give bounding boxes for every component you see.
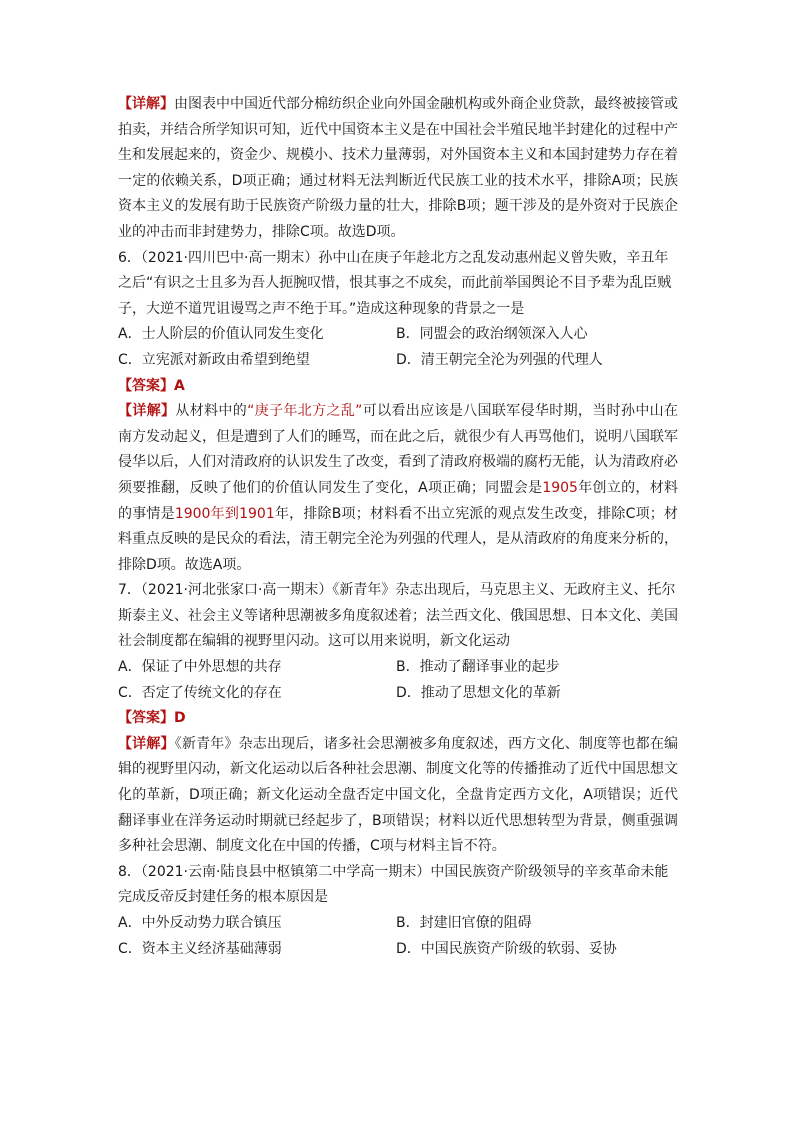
answer-tag: 【答案】 — [118, 377, 174, 394]
q6-detail-part: 年到 — [210, 505, 240, 522]
q8-stem: 8．（2021·云南·陆良县中枢镇第二中学高一期末）中国民族资产阶级领导的辛亥革命未能完成反帝反封建任务的根本原因是 — [118, 863, 669, 906]
detail-tag: 【详解】 — [118, 96, 174, 112]
q5-explanation-text: 由图表中中国近代部分棉纺织企业向外国金融机构或外商企业贷款，最终被接管或拍卖，并结合所学知识可知，近代中国资本主义是在中国社会半殖民地半封建化的过程中产生和发展起来的，资金少、规模小、技术力量薄弱，对外国资本主义和本国封建势力存在着一定的依赖关系，D项正确；通过材料无法判断近代民族工业的技术水平，排除A项；民族资本主义的发展有助于民族资产阶级力量的壮大，排除B项；题干涉及的是外资对于民族企业的冲击而非封建势力，排除C项。故选D项。 — [118, 96, 678, 240]
q6-detail-year: 1901 — [239, 505, 275, 522]
q7-option-a: A．保证了中外思想的共存 — [118, 659, 282, 676]
q6-detail-part: 从材料中的 — [175, 403, 248, 420]
q6-option-a: A．士人阶层的价值认同发生变化 — [118, 326, 324, 343]
q7-answer — [118, 706, 678, 732]
q8-option-c: C．资本主义经济基础薄弱 — [118, 940, 282, 957]
q6-option-c: C．立宪派对新政由希望到绝望 — [118, 351, 310, 368]
detail-tag: 【详解】 — [118, 403, 176, 420]
q7-option-b: B．推动了翻译事业的起步 — [396, 659, 560, 676]
page-content — [118, 92, 678, 962]
q5-explanation — [118, 92, 678, 246]
q6-option-b: B．同盟会的政治纲领深入人心 — [396, 326, 588, 343]
answer-tag: 【答案】 — [118, 710, 174, 727]
q8-options — [118, 911, 678, 962]
q7-option-d: D．推动了思想文化的革新 — [396, 684, 561, 701]
q8-option-b: B．封建旧官僚的阻碍 — [396, 915, 532, 931]
q6-detail-part: 可以看出应该是八国联军侵华时期，当时孙中山在南方发动起义，但是遭到了人们的睡骂，而在此之后，就很少有人再骂他们，说明八国联军侵华以后，人们对清政府的认识发生了改变，看到了清政府极端的腐朽无能，认为清政府必须要推翻，反映了他们的价值认同发生了变化，A项正确；同盟会是 — [118, 403, 679, 496]
q7-options — [118, 655, 678, 706]
q7-explanation-text: 《新青年》杂志出现后，诸多社会思潮被多角度叙述，西方文化、制度等也都在编辑的视野里闪动，新文化运动以后各种社会思潮、制度文化等的传播推动了近代中国思想文化的革新，D项正确；新文化运动全盘否定中国文化，全盘肯定西方文化，A项错误；近代翻译事业在洋务运动时期就已经起步了，B项错误；材料以近代思想转型为背景，侧重强调多种社会思潮、制度文化在中国的传播，C项与材料主旨不符。 — [118, 735, 678, 855]
q8-option-a: A．中外反动势力联合镇压 — [118, 915, 282, 931]
q7-stem: 7．（2021·河北张家口·高一期末）《新青年》杂志出现后，马克思主义、无政府主义、托尔斯泰主义、社会主义等诸种思潮被多角度叙述着；法兰西文化、俄国思想、日本文化、美国社会制度都在编辑的视野里闪动。这可以用来说明，新文化运动 — [118, 582, 678, 650]
q6-detail-part: 年，排除B项；材料看不出立宪派的观点发生改变，排除C项；材料重点反映的是民众的看法，清王朝完全沦为列强的代理人，是从清政府的角度来分析的，排除D项。故选A项。 — [118, 505, 679, 573]
q6-detail-year: 1900 — [174, 505, 211, 522]
q6-detail-part: 年创立的，材料的事情是 — [118, 479, 679, 522]
q6-detail-quote: “庚子年北方之乱” — [247, 403, 363, 420]
q6-option-d: D．清王朝完全沦为列强的代理人 — [396, 351, 603, 368]
q6-answer-value: A — [174, 377, 185, 394]
q6-answer — [118, 374, 678, 400]
q6-explanation — [118, 399, 678, 578]
q6-detail-year: 1905 — [542, 479, 578, 496]
q6-options — [118, 322, 678, 373]
q7-option-c: C．否定了传统文化的存在 — [118, 684, 282, 701]
q6-stem: 6．（2021·四川巴中·高一期末）孙中山在庚子年趁北方之乱发动惠州起义曾失败，辛丑年之后“有识之士且多为吾人扼腕叹惜，恨其事之不成矣，而此前举国舆论不目予辈为乱臣贼子，大逆不道咒诅谩骂之声不绝于耳。”造成这种现象的背景之一是 — [118, 249, 672, 317]
detail-tag: 【详解】 — [118, 735, 175, 752]
q7-answer-value: D — [174, 710, 186, 727]
q7-explanation — [118, 732, 678, 860]
q8-option-d: D．中国民族资产阶级的软弱、妥协 — [396, 940, 617, 957]
